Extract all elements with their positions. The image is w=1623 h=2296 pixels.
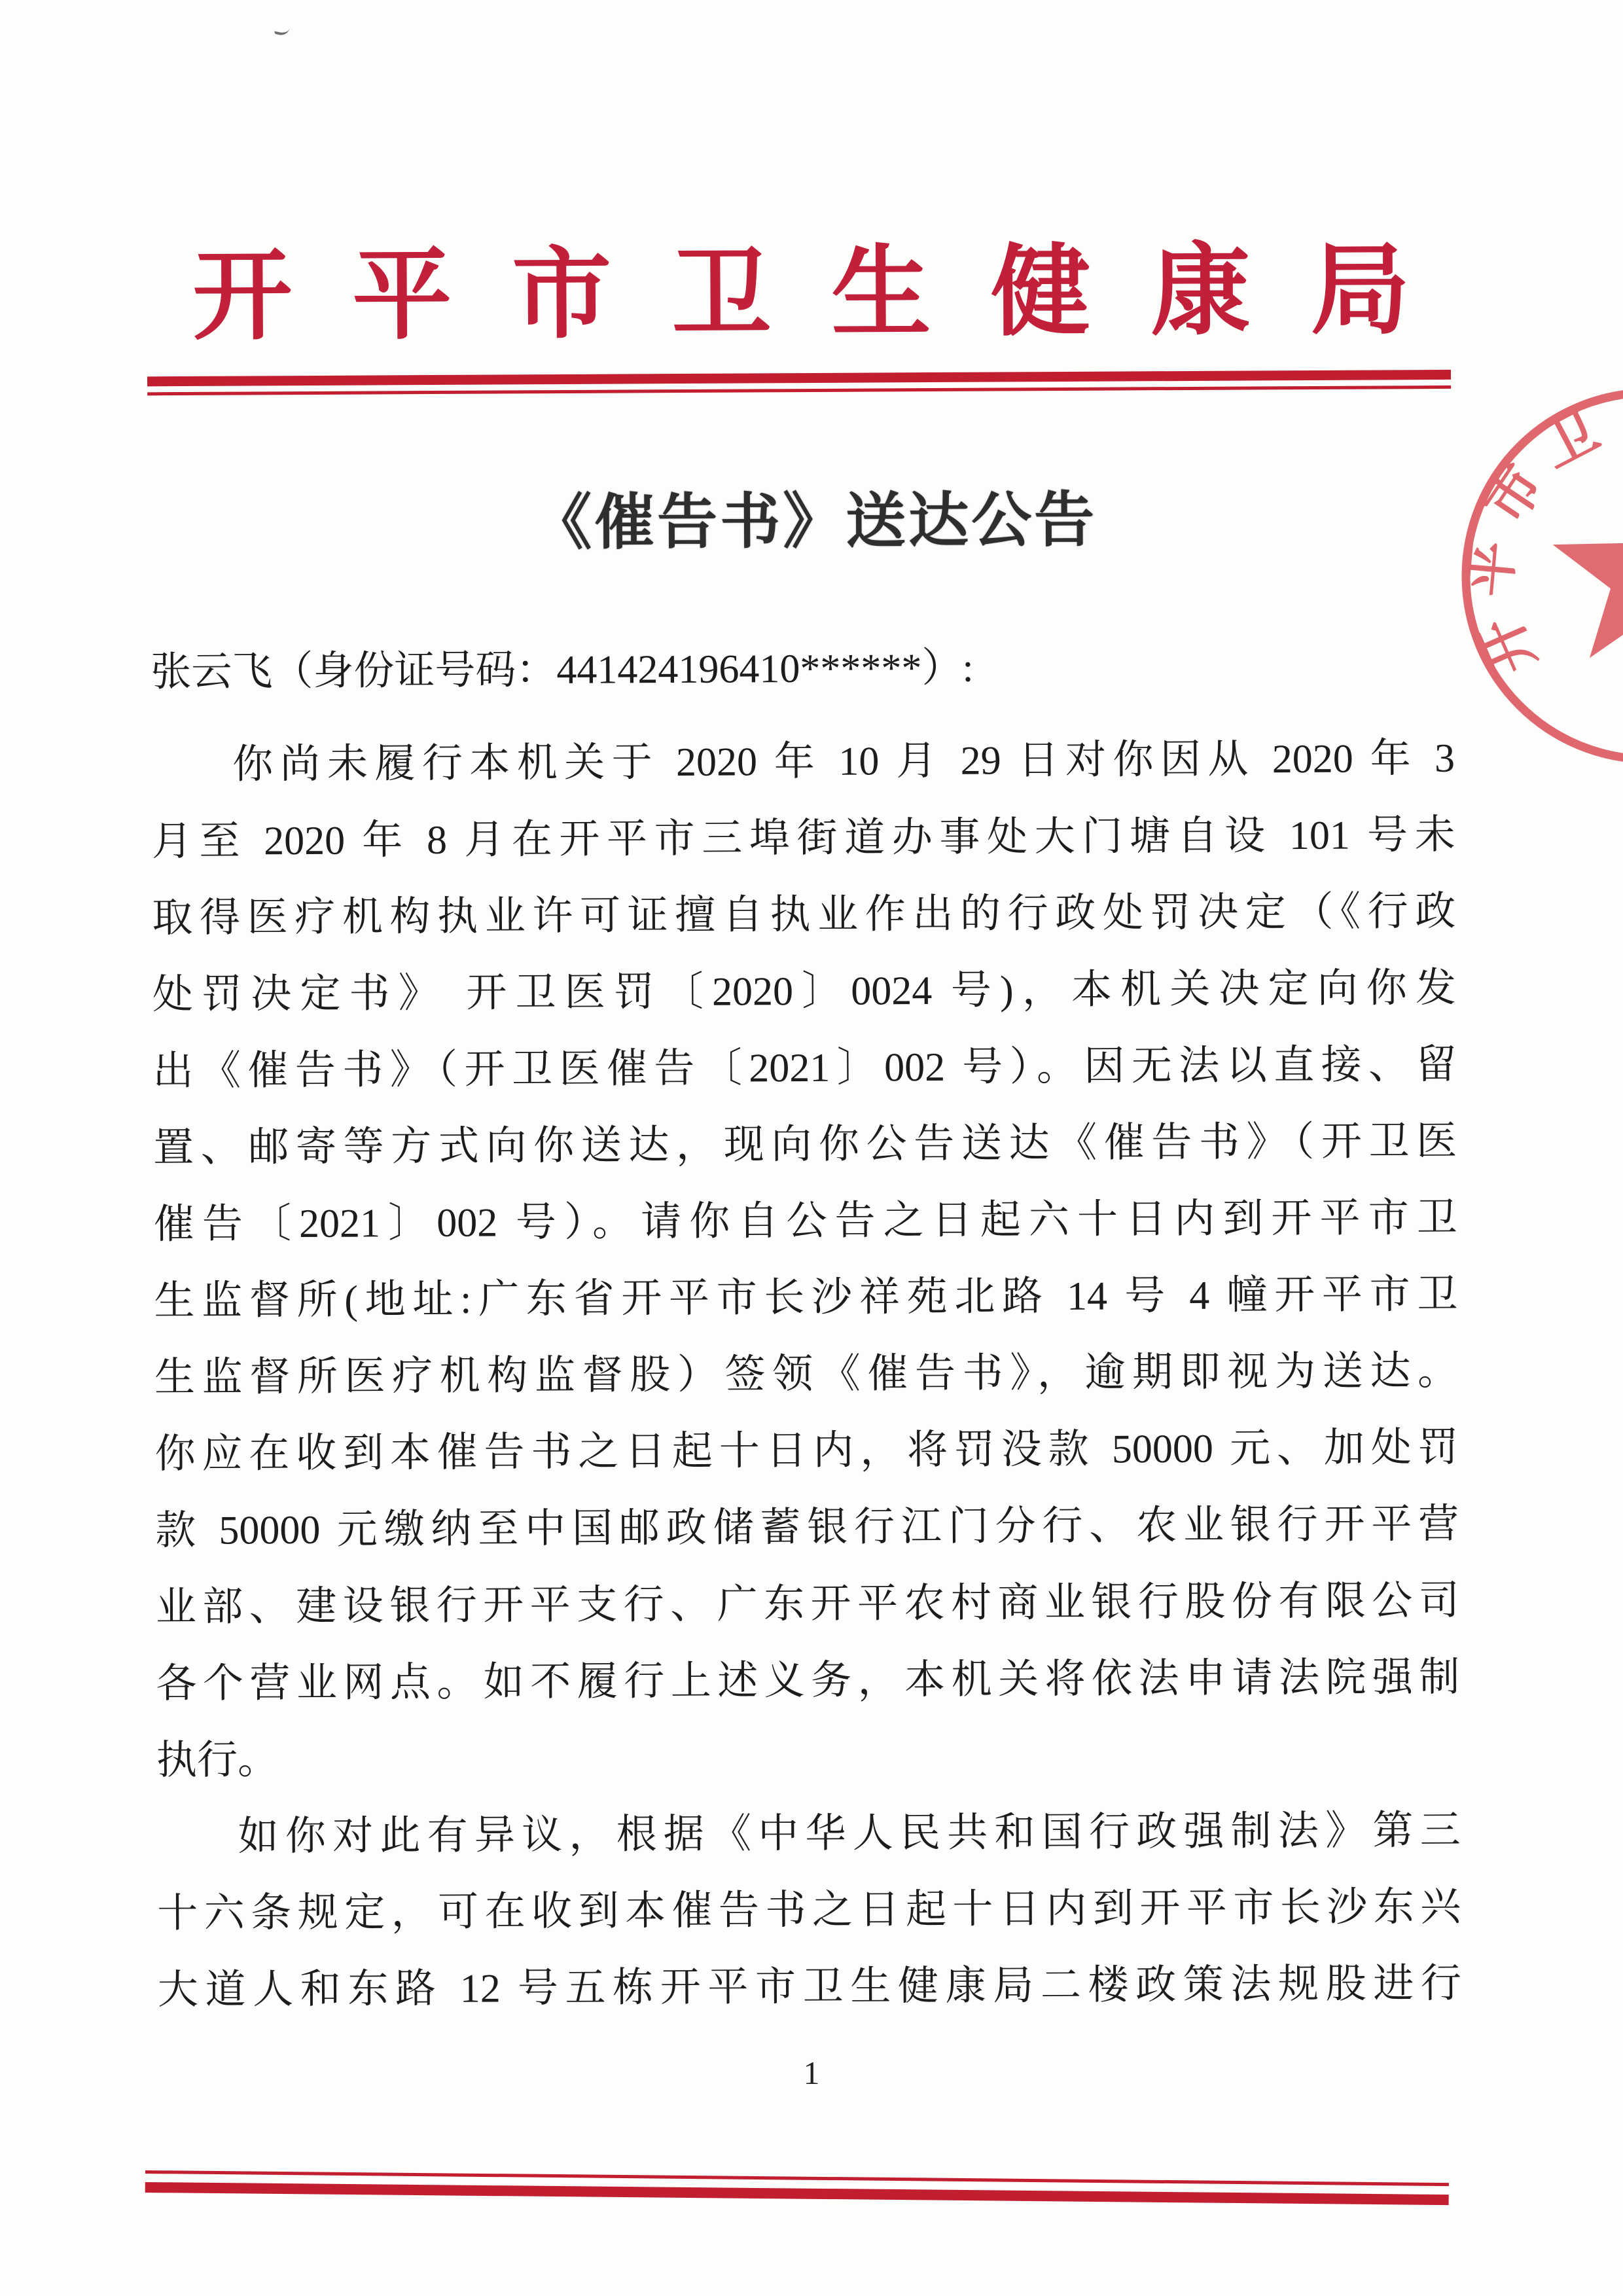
recipient-salutation: 张云飞（身份证号码：441424196410******）:: [151, 645, 974, 695]
notice-text: [151, 721, 1461, 2029]
scan-artifact-mark: [274, 24, 291, 37]
body-line: 催告〔2021〕002 号）。请你自公告之日起六十日内到开平市卫: [153, 1195, 1457, 1247]
body-line: 生监督所医疗机构监督股）签领《催告书》，逾期即视为送达。: [154, 1348, 1459, 1401]
body-line: 业部、建设银行开平支行、广东开平农村商业银行股份有限公司: [155, 1578, 1459, 1630]
star-icon: [1553, 475, 1623, 658]
footer-rules: [145, 2170, 1449, 2183]
body-line: 各个营业网点。如不履行上述义务，本机关将依法申请法院强制: [156, 1655, 1460, 1707]
official-seal-stamp: [1440, 367, 1623, 785]
body-line: 生监督所(地址:广东省开平市长沙祥苑北路 14 号 4 幢开平市卫: [154, 1272, 1458, 1324]
body-line: 处罚决定书》 开卫医罚〔2020〕0024 号)，本机关决定向你发: [152, 965, 1457, 1018]
body-line: 如你对此有异议，根据《中华人民共和国行政强制法》第三: [238, 1808, 1461, 1859]
body-line: 取得医疗机构执业许可证擅自执业作出的行政处罚决定（《行政: [152, 889, 1456, 941]
letterhead-rule-thick: [147, 370, 1451, 386]
body-line: 大道人和东路 12 号五栋开平市卫生健康局二楼政策法规股进行: [157, 1961, 1462, 2013]
seal-arc-text: 开平市卫: [1459, 393, 1622, 683]
body-line: 月至 2020 年 8 月在开平市三埠街道办事处大门塘自设 101 号未: [151, 812, 1455, 865]
body-line: 你尚未履行本机关于 2020 年 10 月 29 日对你因从 2020 年 3: [232, 736, 1455, 787]
agency-name: 开平市卫生健康局: [192, 235, 1471, 352]
letterhead: [0, 0, 1623, 557]
document-title: 《催告书》送达公告: [531, 486, 1097, 557]
body-line: 置、邮寄等方式向你送达，现向你公告送达《催告书》（开卫医: [152, 1119, 1457, 1171]
body-line: 款 50000 元缴纳至中国邮政储蓄银行江门分行、农业银行开平营: [155, 1501, 1459, 1554]
page-number: 1: [803, 2054, 820, 2091]
body-line: 十六条规定，可在收到本催告书之日起十日内到开平市长沙东兴: [157, 1884, 1461, 1937]
body-line: 你应在收到本催告书之日起十日内，将罚没款 50000 元、加处罚: [154, 1425, 1459, 1477]
letterhead-rule-thin: [147, 386, 1451, 395]
footer-rule-thick: [145, 2182, 1449, 2205]
body-line: 执行。: [156, 1738, 279, 1784]
body-line: 出《催告书》（开卫医催告〔2021〕002 号）。因无法以直接、留: [152, 1042, 1457, 1094]
